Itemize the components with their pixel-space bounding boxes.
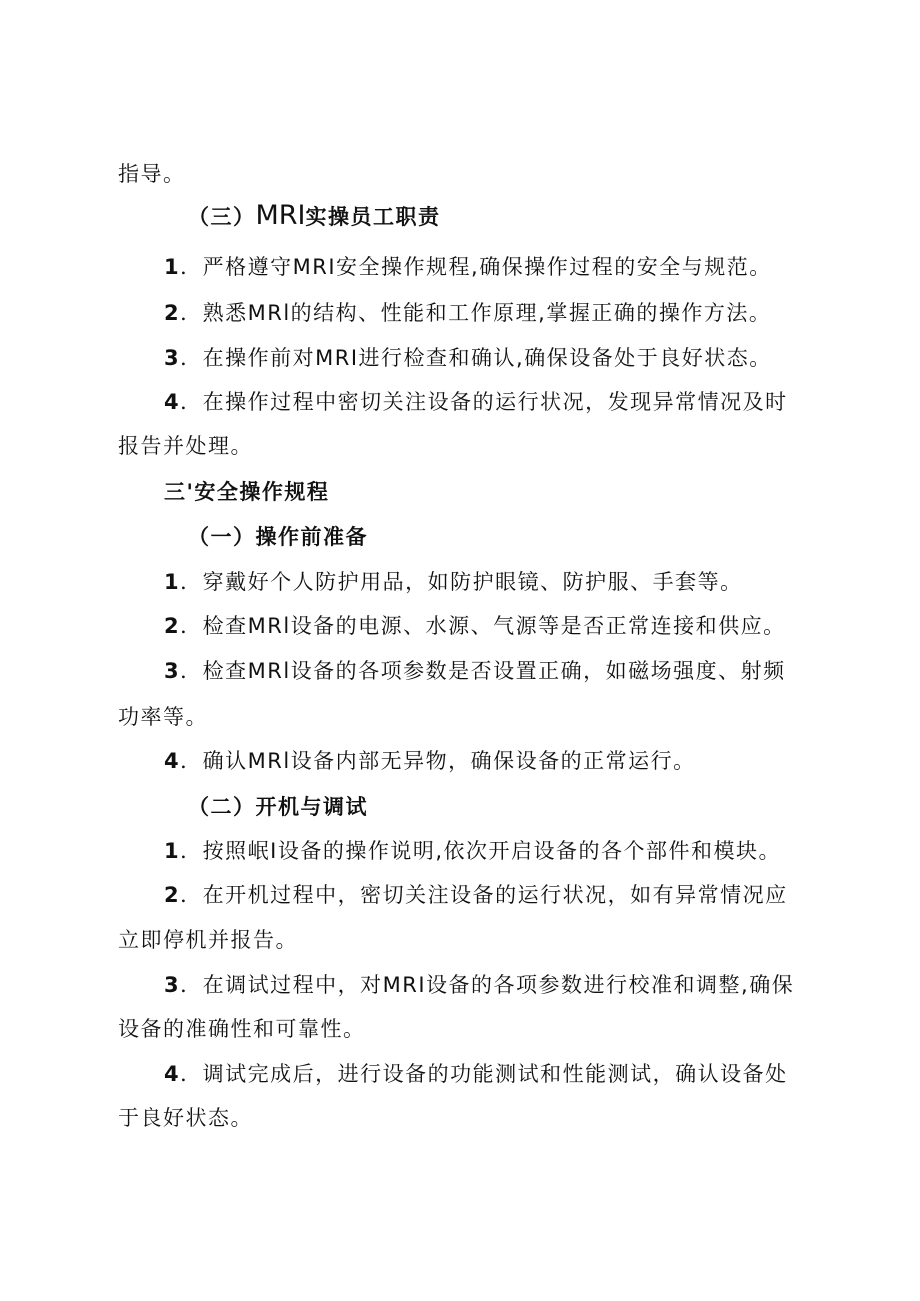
list-item-startup-1: 1．按照岷I设备的操作说明,依次开启设备的各个部件和模块。 [164,839,781,863]
list-item-startup-4-continuation: 于良好状态。 [118,1106,253,1130]
list-item-startup-3-continuation: 设备的准确性和可靠性。 [118,1017,366,1041]
list-item-prep-1: 1．穿戴好个人防护用品，如防护眼镜、防护服、手套等。 [164,570,743,594]
list-item-startup-2-continuation: 立即停机并报告。 [118,928,298,952]
list-item-prep-3: 3．检查MRl设备的各项参数是否设置正确，如磁场强度、射频 [164,659,786,683]
heading-mri-operator-duties: （三）MRI实操员工职责 [188,200,441,231]
section-title-safety-procedures: 三'安全操作规程 [164,480,330,504]
list-item-duty-2: 2．熟悉MRl的结构、性能和工作原理,掌握正确的操作方法。 [164,301,772,325]
paragraph-continuation: 指导。 [118,162,186,186]
list-item-duty-4-continuation: 报告并处理。 [118,434,253,458]
list-item-duty-4: 4．在操作过程中密切关注设备的运行状况，发现异常情况及时 [164,390,788,414]
subheading-pre-operation: （一）操作前准备 [188,525,368,549]
list-item-prep-3-continuation: 功率等。 [118,705,208,729]
list-item-startup-4: 4．调试完成后，进行设备的功能测试和性能测试，确认设备处 [164,1062,788,1086]
list-item-prep-4: 4．确认MRl设备内部无异物，确保设备的正常运行。 [164,749,696,773]
list-item-startup-3: 3．在调试过程中，对MRI设备的各项参数进行校准和调整,确保 [164,973,795,997]
list-item-duty-3: 3．在操作前对MRI进行检查和确认,确保设备处于良好状态。 [164,346,772,370]
subheading-startup-and-debug: （二）开机与调试 [188,795,368,819]
list-item-startup-2: 2．在开机过程中，密切关注设备的运行状况，如有异常情况应 [164,883,788,907]
list-item-prep-2: 2．检查MRl设备的电源、水源、气源等是否正常连接和供应。 [164,614,786,638]
list-item-duty-1: 1．严格遵守MRI安全操作规程,确保操作过程的安全与规范。 [164,255,772,279]
